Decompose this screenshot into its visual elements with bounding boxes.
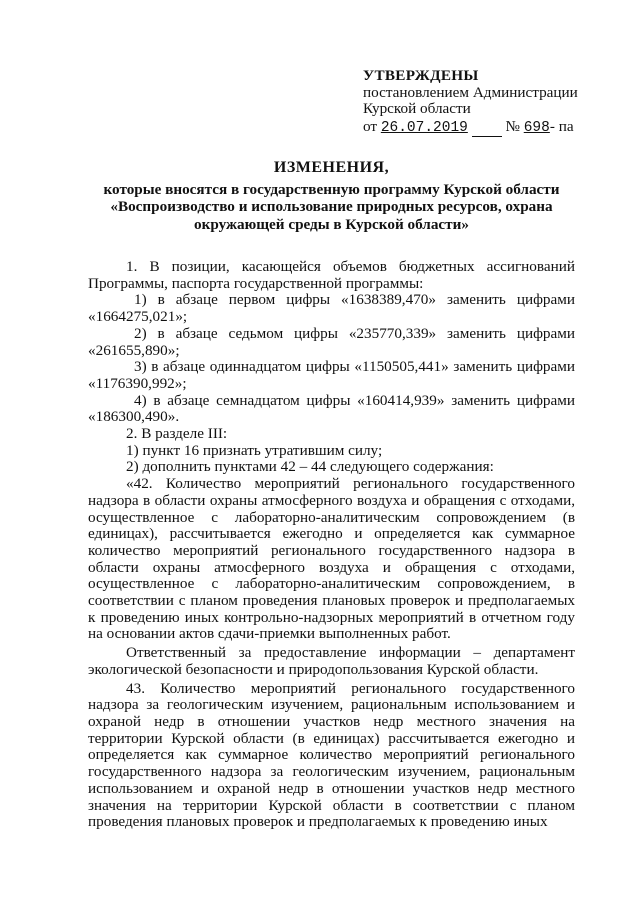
approval-number-line [363, 119, 623, 137]
approval-line-2: Курской области [363, 100, 471, 118]
approval-date: 26.07.2019 [380, 120, 468, 137]
approval-line-1: постановлением Администрации [363, 83, 578, 101]
title-subtitle: которые вносятся в государственную программу Курской области «Воспроизводство и использование природных ресурсов, охрана окружающей среды в Курской области» [103, 180, 560, 233]
paragraph-1: 1. В позиции, касающейся объемов бюджетных ассигнований Программы, паспорта государственной программы: [88, 258, 575, 292]
paragraph-2: 1) в абзаце первом цифры «1638389,470» заменить цифрами «1664275,021»; [88, 291, 575, 326]
approval-stamp [363, 68, 623, 137]
approval-number-label: № [505, 118, 520, 136]
paragraph-6: 2. В разделе III: [126, 425, 228, 443]
paragraph-9: «42. Количество мероприятий регионального государственного надзора в области охраны атмосферного воздуха и обращения с отходами, осуществленное с лабораторно-аналитическим сопровождением (в единицах), рассчитывается ежегодно и определяется как суммарное количество мероприятий регионального государственного надзора в области охраны атмосферного воздуха и обращения с отходами, осуществленное с лабораторно-аналитическим сопровождением, в соответствии с планом проведения плановых проверок и предполагаемых к проведению иных контрольно-надзорных мероприятий в отчетном году на основании актов сдачи-приемки выполненных работ. [88, 475, 575, 643]
paragraph-11: 43. Количество мероприятий регионального государственного надзора за геологическим изучением, рациональным использованием и охраной недр в отношении участков недр местного значения на территории Курской области (в единицах) рассчитывается ежегодно и определяется как суммарное количество мероприятий регионального государственного надзора за геологическим изучением, рациональным использованием и охраной недр в отношении участков недр местного значения на территории Курской области в соответствии с планом проведения плановых проверок и предполагаемых к проведению иных [88, 679, 575, 831]
paragraph-8: 2) дополнить пунктами 42 – 44 следующего содержания: [126, 458, 494, 476]
paragraph-5: 4) в абзаце семнадцатом цифры «160414,939» заменить цифрами «186300,490». [88, 391, 575, 426]
approval-heading: УТВЕРЖДЕНЫ [363, 67, 479, 84]
document-title [88, 160, 575, 233]
document-body [88, 259, 575, 831]
approval-from-label: от [363, 118, 378, 136]
paragraph-4: 3) в абзаце одиннадцатом цифры «1150505,441» заменить цифрами «1176390,992»; [88, 358, 575, 392]
approval-number-suffix: - па [549, 118, 574, 136]
paragraph-10: Ответственный за предоставление информации – департамент экологической безопасности и природопользования Курской области. [88, 644, 575, 678]
paragraph-3: 2) в абзаце седьмом цифры «235770,339» заменить цифрами «261655,890»; [88, 324, 575, 359]
paragraph-7: 1) пункт 16 признать утратившим силу; [126, 441, 383, 459]
approval-number: 698 [523, 120, 550, 137]
title-main: ИЗМЕНЕНИЯ, [273, 159, 390, 176]
